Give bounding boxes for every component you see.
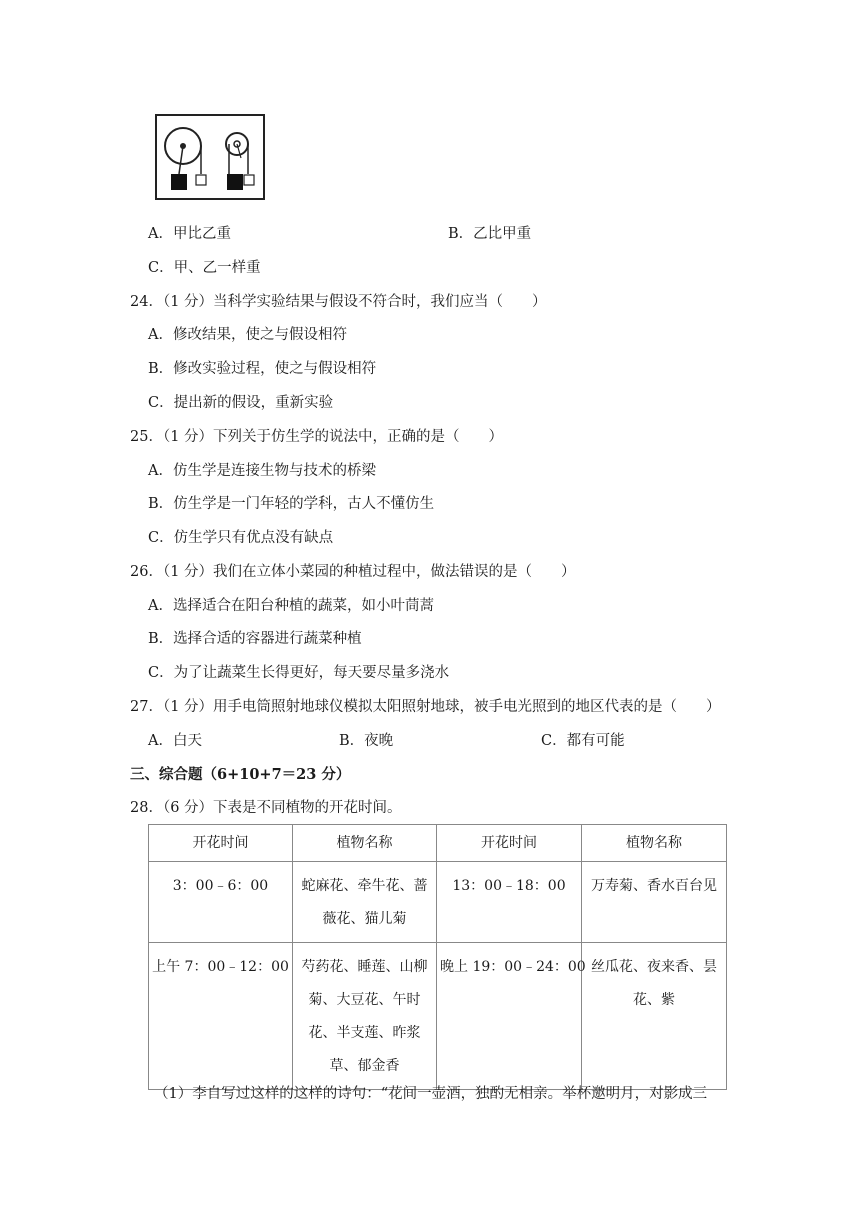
table-cell: 芍药花、睡莲、山柳菊、大豆花、午时花、半支莲、昨浆草、郁金香: [293, 943, 437, 1090]
table-row: [149, 943, 727, 1090]
q24-stem: 24．（1 分）当科学实验结果与假设不符合时，我们应当（ ）: [130, 294, 547, 310]
q23-option-a: A．甲比乙重: [148, 226, 231, 242]
table-cell: 13：00﹣18：00: [437, 862, 582, 943]
table-cell: 上午 7：00﹣12：00: [149, 943, 293, 1090]
flowering-time-table: [148, 824, 727, 1090]
table-header-cell: 开花时间: [437, 825, 582, 862]
q25-stem: 25．（1 分）下列关于仿生学的说法中，正确的是（ ）: [130, 429, 504, 445]
q27-option-b: B．夜晚: [339, 733, 394, 749]
q24-option-c: C．提出新的假设，重新实验: [148, 395, 334, 411]
q26-option-c: C．为了让蔬菜生长得更好，每天要尽量多浇水: [148, 665, 450, 681]
q25-option-a: A．仿生学是连接生物与技术的桥梁: [148, 463, 376, 479]
table-header-cell: 开花时间: [149, 825, 293, 862]
q26-option-a: A．选择适合在阳台种植的蔬菜，如小叶茼蒿: [148, 598, 434, 614]
q23-option-c: C．甲、乙一样重: [148, 260, 261, 276]
q24-option-a: A．修改结果，使之与假设相符: [148, 327, 347, 343]
q27-stem: 27．（1 分）用手电筒照射地球仪模拟太阳照射地球，被手电光照到的地区代表的是（ ）: [130, 699, 721, 715]
table-cell: 3：00﹣6：00: [149, 862, 293, 943]
q28-stem: 28．（6 分）下表是不同植物的开花时间。: [130, 800, 402, 816]
q23-option-b: B．乙比甲重: [448, 226, 532, 242]
table-cell: 晚上 19：00﹣24：00: [437, 943, 582, 1090]
q27-option-a: A．白天: [148, 733, 202, 749]
q28-sub1: （1）李自写过这样的这样的诗句：“花间一壶酒，独酌无相亲。举杯邀明月，对影成三: [154, 1086, 708, 1102]
q26-stem: 26．（1 分）我们在立体小菜园的种植过程中，做法错误的是（ ）: [130, 564, 576, 580]
pulley-diagram: [157, 116, 263, 198]
table-cell: 丝瓜花、夜来香、昙花、紫: [582, 943, 727, 1090]
q25-option-b: B．仿生学是一门年轻的学科，古人不懂仿生: [148, 496, 435, 512]
pulley-figure: [155, 114, 265, 200]
table-header-row: [149, 825, 727, 862]
table-header-cell: 植物名称: [293, 825, 437, 862]
table-header-cell: 植物名称: [582, 825, 727, 862]
table-cell: 万寿菊、香水百台见: [582, 862, 727, 943]
table-cell: 蛇麻花、牵牛花、蔷薇花、猫儿菊: [293, 862, 437, 943]
q25-option-c: C．仿生学只有优点没有缺点: [148, 530, 334, 546]
section-title: 三、综合题（6+10+7＝23 分）: [130, 766, 351, 783]
q24-option-b: B．修改实验过程，使之与假设相符: [148, 361, 377, 377]
table-row: [149, 862, 727, 943]
q27-option-c: C．都有可能: [541, 733, 625, 749]
q26-option-b: B．选择合适的容器进行蔬菜种植: [148, 631, 362, 647]
